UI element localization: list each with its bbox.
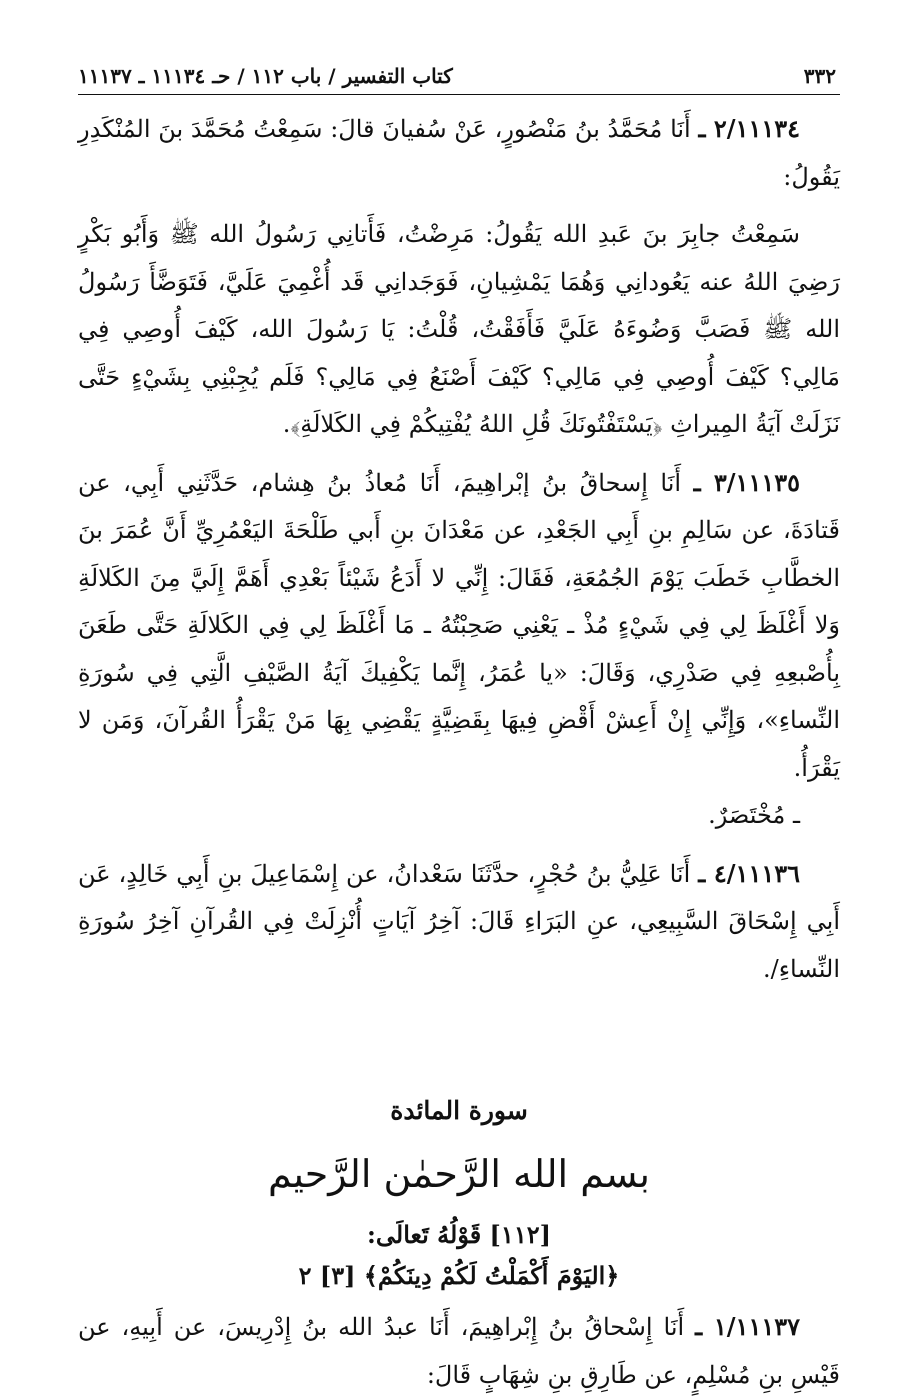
hadith-text: أَنَا عَلِيُّ بنُ حُجْرٍ، حدَّثَنَا سَعْدانُ، عن إِسْمَاعِيلَ بنِ أَبِي خَالِدٍ، عَن أَبِي إِسْحَاقَ السَّبِيعِي، عنِ البَرَاءِ قَالَ: آخِرُ آيَاتٍ أُنْزِلَتْ فِي القُرآنِ آخِرُ سُورَةِ النِّساءِ/. [78,859,840,983]
page-number: ٣٣٢ [803,64,836,88]
hadith-11135 [78,459,840,793]
hadith-isnad-text: أَنَا مُحَمَّدُ بنُ مَنْصُورٍ، عَنْ سُفيانَ قالَ: سَمِعْتُ مُحَمَّدَ بنَ المُنْكَدِرِ يَقُولُ: [78,115,840,191]
surah-title: سورة المائدة [390,1096,528,1125]
hadith-number: ٣/١١١٣٥ ـ [693,467,800,497]
basmala: بسم الله الرَّحمٰن الرَّحيم [268,1152,650,1196]
hadith-11134-isnad [78,105,840,201]
hadith-11135-note: ـ مُخْتَصَرٌ. [708,801,800,829]
hadith-number: ٤/١١١٣٦ ـ [698,858,800,888]
hadith-number: ١/١١١٣٧ ـ [695,1312,800,1341]
hadith-11134-matn: سَمِعْتُ جابِرَ بنَ عَبدِ الله يَقُولُ: مَرِضْتُ، فَأَتانِي رَسُولُ الله ﷺ وَأَبُو بَكْرٍ رَضِيَ اللهُ عنه يَعُودانِي وَهُمَا يَمْشِيانِ، فَوَجَدانِي قَد أُغْمِيَ عَلَيَّ، فَتَوَضَّأَ رَسُولُ الله ﷺ فَصَبَّ وَضُوءَهُ عَلَيَّ فَأَفَقْتُ، قُلْتُ: يَا رَسُولَ الله، كَيْفَ أُوصِي فِي مَالِي؟ كَيْفَ أُوصِي فِي مَالِي؟ كَيْفَ أَصْنَعُ فِي مَالِي؟ فَلَم يُجِبْنِي بِشَيْءٍ حَتَّى نَزَلَتْ آيَةُ المِيراثِ ﴿يَسْتَفْتُونَكَ قُلِ اللهُ يُفْتِيكُمْ فِي الكَلالَةِ﴾. [78,220,840,438]
hadith-11136 [78,850,840,994]
running-title: كتاب التفسير / باب ١١٢ / حـ ١١١٣٤ ـ ١١١٣٧ [78,64,453,88]
quran-verse: ﴿اليَوْمَ أَكْمَلْتُ لَكُمْ دِينَكُمْ﴾ [٣] ٢ [298,1261,620,1290]
hadith-number: ٢/١١١٣٤ ـ [698,114,800,143]
document-page [78,58,840,1389]
hadith-11137 [78,1303,840,1399]
bab-heading: [١١٢] قَوْلُهُ تَعالَى: [367,1220,551,1249]
hadith-text: أَنَا إِسحاقُ بنُ إبْراهِيمَ، أَنَا مُعاذُ بنُ هِشام، حَدَّثَنِي أَبِي، عن قَتادَةَ، عن سَالِمِ بنِ أَبِي الجَعْدِ، عن مَعْدَانَ بنِ أَبي طَلْحَةَ اليَعْمُرِيِّ أَنَّ عُمَرَ بنَ الخطَّابِ خَطَبَ يَوْمَ الجُمُعَةِ، فَقَالَ: إِنِّي لا أَدَعُ شَيْئاً بَعْدِي أَهَمَّ إِلَيَّ مِنَ الكَلالَةِ وَلا أَغْلَظَ لِي فِي شَيْءٍ مُذْ ـ يَعْنِي صَحِبْتُهُ ـ مَا أَغْلَظَ لِي فِي الكَلالَةِ حَتَّى طَعَنَ بِأُصْبعِهِ فِي صَدْرِي، وَقَالَ: «يا عُمَرُ، إِنَّما يَكْفِيكَ آيَةُ الصَّيْفِ الَّتِي فِي سُورَةِ النِّساءِ»، وَإِنِّي إِنْ أَعِشْ أَقْضِ فِيهَا بِقَضِيَّةٍ يَقْضِي بِهَا مَنْ يَقْرَأُ القُرآنَ، وَمَن لا يَقْرَأُ. [78,468,840,782]
page-header [78,58,840,95]
hadith-text: أَنَا إِسْحاقُ بنُ إِبْراهِيمَ، أَنَا عبدُ الله بنُ إِدْرِيسَ، عن أَبِيهِ، عن قَيْسِ بنِ مُسْلِمٍ، عن طَارِقِ بنِ شِهَابٍ قَالَ: [78,1313,840,1389]
